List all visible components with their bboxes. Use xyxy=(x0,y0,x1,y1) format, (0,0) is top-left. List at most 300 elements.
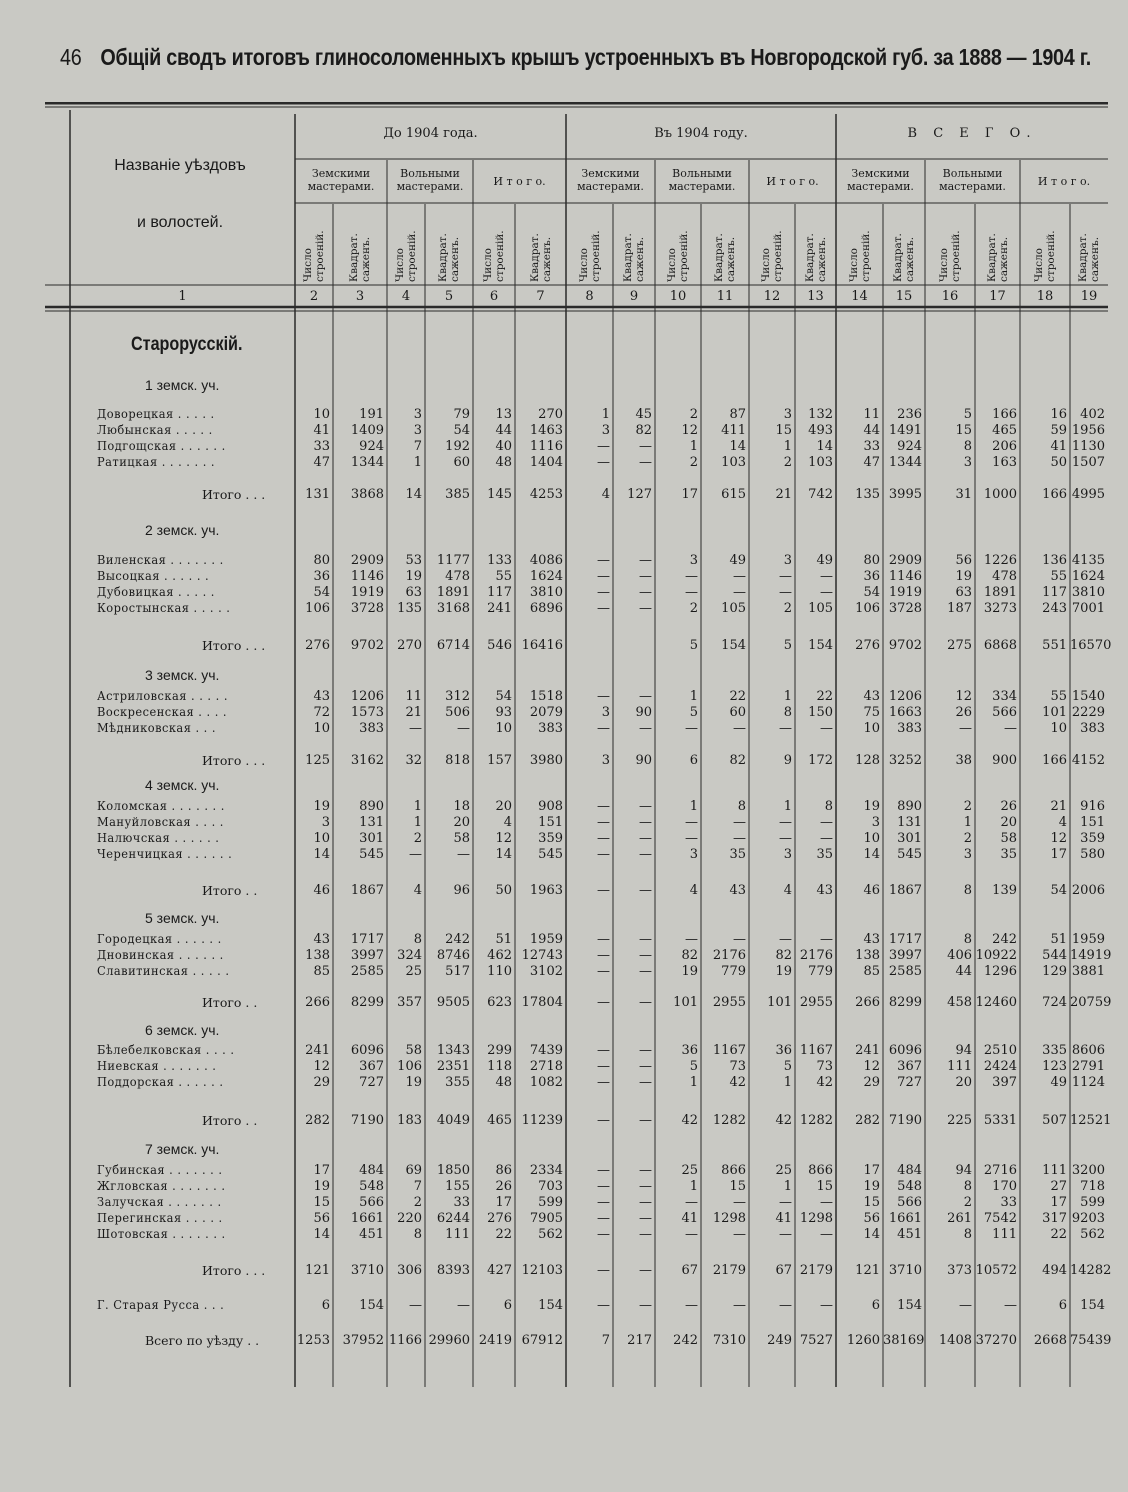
volost-row-cell: 1 xyxy=(783,689,792,704)
volost-row-cell: 727 xyxy=(897,1075,922,1090)
volost-row-cell: 56 xyxy=(313,1211,330,1226)
group-header: В С Е Г О. xyxy=(907,126,1037,141)
volost-row-cell: 17 xyxy=(1050,847,1067,862)
section-total-row-cell: 4995 xyxy=(1071,487,1105,502)
volost-row-cell: 4 xyxy=(1058,815,1067,830)
section-total-row-cell: 3980 xyxy=(529,753,563,768)
volost-row-cell: 355 xyxy=(445,1075,470,1090)
section-total-row-cell: 2179 xyxy=(799,1263,833,1278)
section-total-row-cell: 4 xyxy=(413,883,422,898)
volost-row-cell: 10922 xyxy=(975,948,1017,963)
section-total-label: Итого . . . xyxy=(202,487,266,502)
grand-total-row-cell: 1166 xyxy=(388,1333,422,1348)
grand-total-row-cell: 67912 xyxy=(521,1333,563,1348)
subgroup-header: Земскими мастерами. xyxy=(577,167,644,193)
volost-row-cell: 166 xyxy=(992,407,1017,422)
volost-row-cell: 1891 xyxy=(983,585,1017,600)
volost-row-cell: — xyxy=(597,1163,610,1178)
volost-row-cell: 727 xyxy=(359,1075,384,1090)
volost-row-cell: 1 xyxy=(413,799,422,814)
volost-row-cell: 2791 xyxy=(1071,1059,1105,1074)
volost-row-cell: 566 xyxy=(897,1195,922,1210)
volost-row-cell: — xyxy=(779,1195,792,1210)
volost-row-cell: 10 xyxy=(1050,721,1067,736)
volost-row-cell: 19 xyxy=(863,1179,880,1194)
volost-row-cell: — xyxy=(409,721,422,736)
volost-row-cell: 312 xyxy=(445,689,470,704)
section-total-row-cell: 154 xyxy=(808,638,833,653)
volost-row-cell: 359 xyxy=(538,831,563,846)
volost-row-cell: 3 xyxy=(783,553,792,568)
volost-row-cell: 8 xyxy=(963,932,972,947)
volost-row-cell: 2 xyxy=(413,831,422,846)
volost-row-cell: — xyxy=(597,585,610,600)
volost-row-cell: 206 xyxy=(992,439,1017,454)
volost-row-cell: 301 xyxy=(359,831,384,846)
volost-row-cell: 43 xyxy=(863,689,880,704)
volost-row-cell: — xyxy=(639,569,652,584)
volost-row-cell: 1 xyxy=(689,799,698,814)
volost-row-cell: — xyxy=(597,689,610,704)
volost-row-cell: 86 xyxy=(495,1163,512,1178)
page-number: 46 xyxy=(60,44,82,70)
volost-row-cell: 82 xyxy=(635,423,652,438)
volost-row-cell: — xyxy=(733,932,746,947)
volost-row-cell: 106 xyxy=(397,1059,422,1074)
section-total-row-cell: 42 xyxy=(681,1113,698,1128)
volost-row-cell: 101 xyxy=(1042,705,1067,720)
volost-name: Воскресенская . . . . xyxy=(97,705,227,719)
volost-row-cell: — xyxy=(639,847,652,862)
volost-row-cell: 19 xyxy=(775,964,792,979)
volost-name: Коростынская . . . . . xyxy=(97,601,231,615)
page-header xyxy=(60,44,1092,84)
grand-total-row-cell: 7 xyxy=(601,1333,610,1348)
volost-row-cell: 49 xyxy=(729,553,746,568)
section-total-row-cell: 458 xyxy=(947,995,972,1010)
volost-row-cell: 2079 xyxy=(529,705,563,720)
section-title: 3 земск. уч. xyxy=(145,667,220,683)
volost-row-cell: — xyxy=(733,569,746,584)
volost-row-cell: 191 xyxy=(359,407,384,422)
volost-row-cell: 478 xyxy=(992,569,1017,584)
volost-row-cell: 1624 xyxy=(1071,569,1105,584)
volost-row-cell: 19 xyxy=(405,569,422,584)
section-total-row-cell: 17 xyxy=(681,487,698,502)
volost-row-cell: 26 xyxy=(1000,799,1017,814)
volost-row-cell: 133 xyxy=(487,553,512,568)
volost-row-cell: 7439 xyxy=(529,1043,563,1058)
volost-row-cell: 2334 xyxy=(529,1163,563,1178)
volost-row-cell: 36 xyxy=(863,569,880,584)
section-total-row-cell: 1867 xyxy=(350,883,384,898)
section-total-row-cell: 54 xyxy=(1050,883,1067,898)
volost-row-cell: 866 xyxy=(721,1163,746,1178)
volost-row-cell: 22 xyxy=(1050,1227,1067,1242)
volost-row-cell: 1 xyxy=(963,815,972,830)
volost-row-cell: 1 xyxy=(413,455,422,470)
volost-row-cell: — xyxy=(597,601,610,616)
volost-row-cell: — xyxy=(820,585,833,600)
volost-row-cell: 1 xyxy=(689,439,698,454)
volost-row-cell: 1298 xyxy=(799,1211,833,1226)
volost-row-cell: 103 xyxy=(808,455,833,470)
volost-row-cell: 566 xyxy=(359,1195,384,1210)
volost-row-cell: 54 xyxy=(313,585,330,600)
section-total-row-cell: 1963 xyxy=(529,883,563,898)
volost-row-cell: 53 xyxy=(405,553,422,568)
volost-row-cell: 44 xyxy=(495,423,512,438)
volost-row-cell: 2585 xyxy=(350,964,384,979)
section-total-row-cell: 67 xyxy=(681,1263,698,1278)
volost-row-cell: 1661 xyxy=(350,1211,384,1226)
volost-row-cell: 10 xyxy=(863,721,880,736)
section-total-row-cell: 131 xyxy=(305,487,330,502)
volost-name: Губинская . . . . . . . xyxy=(97,1163,223,1177)
city-row-cell: — xyxy=(457,1298,470,1313)
section-total-row-cell: 67 xyxy=(775,1263,792,1278)
grand-total-row-cell: 249 xyxy=(767,1333,792,1348)
volost-row-cell: 47 xyxy=(863,455,880,470)
volost-row-cell: — xyxy=(639,439,652,454)
volost-row-cell: 1298 xyxy=(712,1211,746,1226)
volost-row-cell: 33 xyxy=(863,439,880,454)
volost-row-cell: 548 xyxy=(359,1179,384,1194)
volost-row-cell: 110 xyxy=(487,964,512,979)
count-column-header: Число строеній. xyxy=(666,230,690,282)
section-total-row-cell: 9702 xyxy=(888,638,922,653)
volost-row-cell: 80 xyxy=(863,553,880,568)
section-total-row-cell: 385 xyxy=(445,487,470,502)
section-total-row-cell: — xyxy=(639,1113,652,1128)
volost-row-cell: — xyxy=(639,553,652,568)
section-total-row-cell: 12460 xyxy=(975,995,1017,1010)
section-total-row-cell: — xyxy=(597,995,610,1010)
volost-row-cell: 1661 xyxy=(888,1211,922,1226)
volost-row-cell: 33 xyxy=(1000,1195,1017,1210)
volost-row-cell: 411 xyxy=(721,423,746,438)
city-row-cell: — xyxy=(597,1298,610,1313)
volost-row-cell: 451 xyxy=(897,1227,922,1242)
count-column-header: Число строеній. xyxy=(1033,230,1057,282)
volost-row-cell: — xyxy=(597,847,610,862)
volost-name: Бѣлебелковская . . . . xyxy=(97,1043,235,1057)
column-number: 5 xyxy=(444,289,454,304)
volost-row-cell: — xyxy=(457,847,470,862)
count-column-header: Число строеній. xyxy=(577,230,602,282)
volost-row-cell: 1507 xyxy=(1071,455,1105,470)
group-header: Въ 1904 году. xyxy=(654,126,748,141)
volost-row-cell: 2424 xyxy=(983,1059,1017,1074)
volost-row-cell: 82 xyxy=(775,948,792,963)
volost-row-cell: 111 xyxy=(992,1227,1017,1242)
volost-row-cell: 367 xyxy=(897,1059,922,1074)
volost-row-cell: 1959 xyxy=(1071,932,1105,947)
volost-row-cell: 544 xyxy=(1042,948,1067,963)
volost-row-cell: 73 xyxy=(729,1059,746,1074)
volost-row-cell: 1146 xyxy=(888,569,922,584)
volost-row-cell: 1 xyxy=(783,1075,792,1090)
volost-row-cell: 51 xyxy=(495,932,512,947)
section-total-row-cell: 154 xyxy=(721,638,746,653)
volost-row-cell: 1 xyxy=(601,407,610,422)
volost-row-cell: 462 xyxy=(487,948,512,963)
volost-row-cell: 15 xyxy=(863,1195,880,1210)
volost-row-cell: 8606 xyxy=(1071,1043,1105,1058)
volost-row-cell: 402 xyxy=(1080,407,1105,422)
section-total-row-cell: 166 xyxy=(1042,753,1067,768)
volost-row-cell: 241 xyxy=(855,1043,880,1058)
volost-name: Подгощская . . . . . . xyxy=(97,439,226,453)
volost-row-cell: 27 xyxy=(1050,1179,1067,1194)
section-total-row-cell: 4253 xyxy=(529,487,563,502)
volost-row-cell: 12 xyxy=(495,831,512,846)
volost-row-cell: 35 xyxy=(1000,847,1017,862)
volost-row-cell: — xyxy=(685,1195,698,1210)
count-column-header: Число строеній. xyxy=(482,230,506,282)
volost-row-cell: 55 xyxy=(1050,569,1067,584)
volost-row-cell: 25 xyxy=(681,1163,698,1178)
section-total-row-cell: 8393 xyxy=(436,1263,470,1278)
volost-name: Астриловская . . . . . xyxy=(97,689,228,703)
column-number: 1 xyxy=(178,289,187,304)
volost-row-cell: 192 xyxy=(445,439,470,454)
grand-total-row-cell: 1408 xyxy=(938,1333,972,1348)
section-total-row-cell: 2955 xyxy=(799,995,833,1010)
volost-row-cell: 517 xyxy=(445,964,470,979)
volost-row-cell: 7905 xyxy=(529,1211,563,1226)
section-total-row-cell: 1282 xyxy=(799,1113,833,1128)
volost-row-cell: 1959 xyxy=(529,932,563,947)
volost-row-cell: 359 xyxy=(1080,831,1105,846)
volost-name: Городецкая . . . . . . xyxy=(97,932,222,946)
section-total-row-cell: 818 xyxy=(445,753,470,768)
volost-row-cell: 1 xyxy=(783,799,792,814)
column-number: 8 xyxy=(585,289,594,304)
section-total-row-cell: 121 xyxy=(305,1263,330,1278)
area-column-header: Квадрат. саженъ. xyxy=(713,233,737,282)
volost-row-cell: 3 xyxy=(963,847,972,862)
volost-row-cell: 1850 xyxy=(436,1163,470,1178)
section-total-row-cell: 3252 xyxy=(888,753,922,768)
volost-row-cell: — xyxy=(639,1211,652,1226)
volost-row-cell: — xyxy=(639,455,652,470)
section-title: 7 земск. уч. xyxy=(145,1141,220,1157)
volost-row-cell: 1491 xyxy=(888,423,922,438)
grand-total-label: Всего по уѣзду . . xyxy=(145,1333,260,1348)
section-total-row-cell: 12521 xyxy=(1070,1113,1112,1128)
volost-row-cell: 2176 xyxy=(712,948,746,963)
section-total-row-cell: 551 xyxy=(1042,638,1067,653)
volost-row-cell: 14 xyxy=(863,1227,880,1242)
volost-row-cell: 75 xyxy=(863,705,880,720)
volost-row-cell: 1167 xyxy=(799,1043,833,1058)
section-total-row-cell: — xyxy=(639,995,652,1010)
volost-row-cell: — xyxy=(597,1179,610,1194)
volost-row-cell: — xyxy=(597,721,610,736)
section-total-row-cell: 1867 xyxy=(888,883,922,898)
city-row-cell: — xyxy=(409,1298,422,1313)
section-total-row-cell: 7190 xyxy=(350,1113,384,1128)
grand-total-row-cell: 2419 xyxy=(478,1333,512,1348)
volost-row-cell: 80 xyxy=(313,553,330,568)
volost-row-cell: 15 xyxy=(775,423,792,438)
volost-row-cell: 105 xyxy=(808,601,833,616)
section-total-row-cell: 282 xyxy=(305,1113,330,1128)
volost-row-cell: 55 xyxy=(1050,689,1067,704)
section-total-row-cell: 465 xyxy=(487,1113,512,1128)
section-total-row-cell: 507 xyxy=(1042,1113,1067,1128)
volost-row-cell: 1226 xyxy=(983,553,1017,568)
volost-row-cell: 43 xyxy=(313,689,330,704)
volost-row-cell: — xyxy=(639,1179,652,1194)
section-total-row-cell: 10572 xyxy=(975,1263,1017,1278)
section-total-label: Итого . . xyxy=(202,1113,258,1128)
volost-row-cell: 5 xyxy=(963,407,972,422)
volost-row-cell: — xyxy=(597,799,610,814)
volost-row-cell: — xyxy=(685,1227,698,1242)
volost-row-cell: 1717 xyxy=(888,932,922,947)
volost-row-cell: — xyxy=(597,1059,610,1074)
section-total-row-cell: — xyxy=(597,883,610,898)
volost-row-cell: — xyxy=(820,569,833,584)
volost-row-cell: — xyxy=(733,1195,746,1210)
volost-row-cell: 3168 xyxy=(436,601,470,616)
volost-row-cell: 241 xyxy=(305,1043,330,1058)
section-total-row-cell: 7190 xyxy=(888,1113,922,1128)
volost-row-cell: 33 xyxy=(313,439,330,454)
section-total-row-cell: 5 xyxy=(689,638,698,653)
section-total-row-cell: 4 xyxy=(783,883,792,898)
volost-row-cell: — xyxy=(597,553,610,568)
volost-row-cell: 866 xyxy=(808,1163,833,1178)
volost-row-cell: 5 xyxy=(689,705,698,720)
section-total-row-cell: 3162 xyxy=(350,753,384,768)
volost-row-cell: 17 xyxy=(1050,1195,1067,1210)
city-name: Г. Старая Русса . . . xyxy=(97,1298,225,1312)
column-number: 17 xyxy=(989,289,1006,304)
volost-row-cell: 2 xyxy=(783,455,792,470)
volost-row-cell: 15 xyxy=(955,423,972,438)
volost-row-cell: 3 xyxy=(783,847,792,862)
section-total-row-cell: 21 xyxy=(775,487,792,502)
volost-row-cell: 1344 xyxy=(350,455,384,470)
volost-row-cell: 14 xyxy=(816,439,833,454)
volost-row-cell: 3728 xyxy=(888,601,922,616)
volost-row-cell: 20 xyxy=(453,815,470,830)
volost-row-cell: 548 xyxy=(897,1179,922,1194)
count-column-header: Число строеній. xyxy=(847,230,872,282)
section-total-row-cell: 12103 xyxy=(521,1263,563,1278)
volost-row-cell: 3810 xyxy=(529,585,563,600)
volost-row-cell: 93 xyxy=(495,705,512,720)
volost-row-cell: 12 xyxy=(1050,831,1067,846)
section-total-row-cell: 121 xyxy=(855,1263,880,1278)
section-total-row-cell: 615 xyxy=(721,487,746,502)
section-total-row-cell: 11239 xyxy=(521,1113,563,1128)
volost-row-cell: 924 xyxy=(897,439,922,454)
volost-row-cell: 18 xyxy=(453,799,470,814)
volost-row-cell: 1167 xyxy=(712,1043,746,1058)
volost-row-cell: 12743 xyxy=(521,948,563,963)
section-total-row-cell: 139 xyxy=(992,883,1017,898)
section-total-row-cell: 4152 xyxy=(1071,753,1105,768)
section-total-row-cell: 276 xyxy=(305,638,330,653)
section-total-label: Итого . . . xyxy=(202,1263,266,1278)
volost-row-cell: 484 xyxy=(359,1163,384,1178)
subgroup-header: И т о г о. xyxy=(1037,175,1091,188)
volost-row-cell: 4135 xyxy=(1071,553,1105,568)
volost-row-cell: 19 xyxy=(681,964,698,979)
area-column-header: Квадрат. саженъ. xyxy=(622,233,646,282)
volost-name: Поддорская . . . . . . xyxy=(97,1075,224,1089)
volost-row-cell: — xyxy=(409,847,422,862)
volost-row-cell: 383 xyxy=(1080,721,1105,736)
city-row-cell: — xyxy=(639,1298,652,1313)
volost-row-cell: — xyxy=(597,1211,610,1226)
section-total-row-cell: 266 xyxy=(855,995,880,1010)
volost-row-cell: — xyxy=(597,569,610,584)
volost-row-cell: 12 xyxy=(955,689,972,704)
volost-row-cell: 132 xyxy=(808,407,833,422)
volost-row-cell: — xyxy=(597,1195,610,1210)
city-row-cell: 6 xyxy=(1058,1298,1067,1313)
volost-row-cell: 69 xyxy=(405,1163,422,1178)
grand-total-row-cell: 75439 xyxy=(1070,1333,1112,1348)
section-total-row-cell: 32 xyxy=(405,753,422,768)
volost-row-cell: 60 xyxy=(453,455,470,470)
volost-row-cell: 8 xyxy=(963,439,972,454)
volost-row-cell: 1919 xyxy=(888,585,922,600)
volost-row-cell: 19 xyxy=(405,1075,422,1090)
volost-row-cell: 12 xyxy=(681,423,698,438)
volost-row-cell: 12 xyxy=(863,1059,880,1074)
volost-row-cell: 58 xyxy=(1000,831,1017,846)
area-column-header: Квадрат. саженъ. xyxy=(892,233,916,282)
volost-row-cell: 3 xyxy=(689,553,698,568)
volost-row-cell: — xyxy=(639,585,652,600)
volost-name: Виленская . . . . . . . xyxy=(97,553,224,567)
section-total-row-cell: 20759 xyxy=(1070,995,1112,1010)
volost-row-cell: 478 xyxy=(445,569,470,584)
volost-row-cell: 29 xyxy=(313,1075,330,1090)
volost-row-cell: 79 xyxy=(453,407,470,422)
volost-row-cell: 367 xyxy=(359,1059,384,1074)
volost-row-cell: 241 xyxy=(487,601,512,616)
grand-total-row-cell: 37270 xyxy=(975,1333,1017,1348)
volost-row-cell: 2176 xyxy=(799,948,833,963)
volost-row-cell: 2909 xyxy=(350,553,384,568)
section-total-row-cell: 101 xyxy=(767,995,792,1010)
volost-row-cell: 383 xyxy=(897,721,922,736)
volost-row-cell: 718 xyxy=(1080,1179,1105,1194)
volost-row-cell: — xyxy=(820,831,833,846)
volost-name: Налючская . . . . . . xyxy=(97,831,220,845)
volost-row-cell: 545 xyxy=(538,847,563,862)
volost-row-cell: — xyxy=(639,831,652,846)
section-total-row-cell: 4 xyxy=(689,883,698,898)
volost-name: Коломская . . . . . . . xyxy=(97,799,225,813)
volost-row-cell: 599 xyxy=(1080,1195,1105,1210)
volost-row-cell: 44 xyxy=(863,423,880,438)
volost-row-cell: 2 xyxy=(783,601,792,616)
volost-row-cell: 243 xyxy=(1042,601,1067,616)
volost-row-cell: 1919 xyxy=(350,585,384,600)
area-column-header: Квадрат. саженъ. xyxy=(985,233,1010,282)
city-row-cell: — xyxy=(959,1298,972,1313)
volost-row-cell: 7001 xyxy=(1071,601,1105,616)
volost-row-cell: 42 xyxy=(729,1075,746,1090)
